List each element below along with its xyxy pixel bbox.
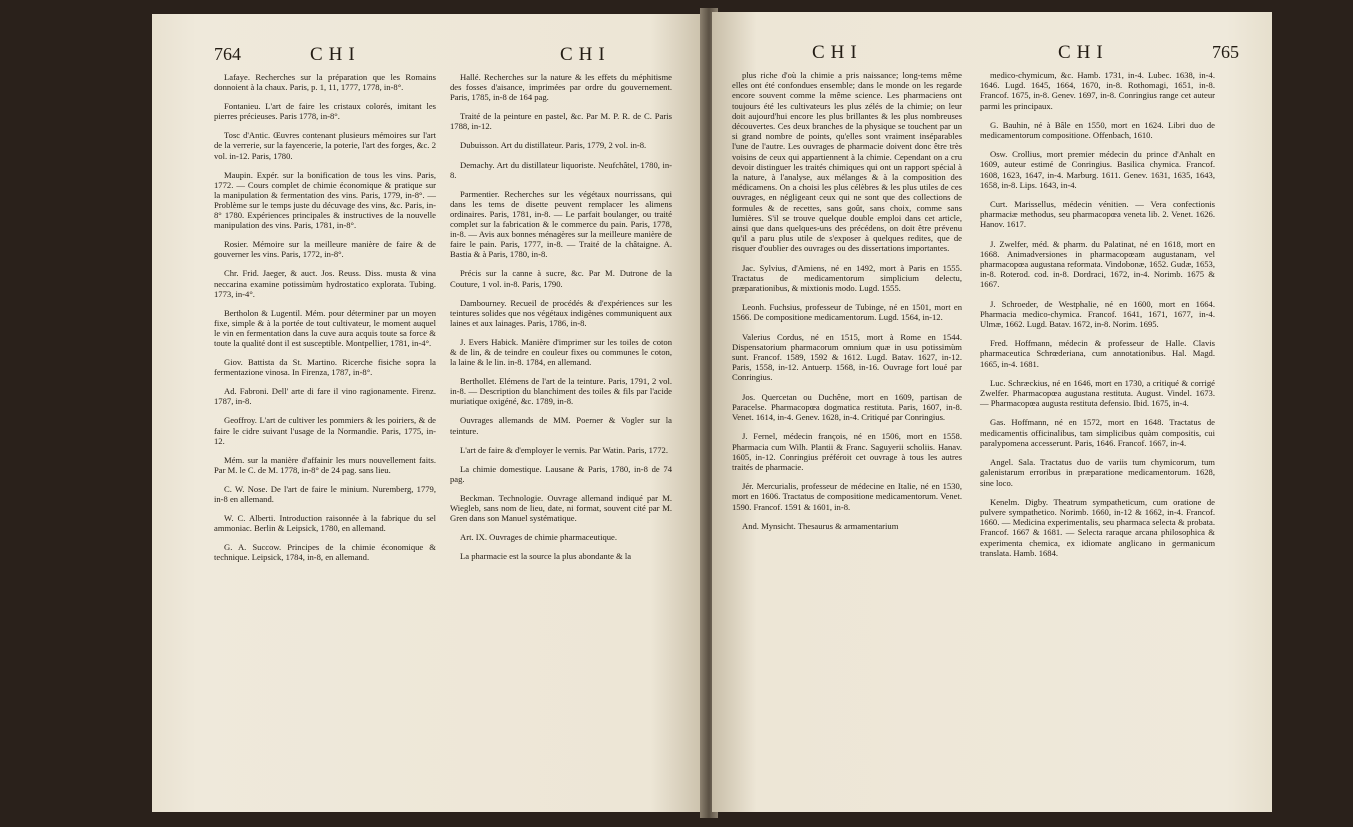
bibliography-entry: Précis sur la canne à sucre, &c. Par M. Dutrone de la Couture, 1 vol. in-8. Paris, 1790. [450,268,672,289]
running-head-right-col1: CHI [812,42,863,63]
left-page [152,14,706,812]
bibliography-entry: Berthollet. Elémens de l'art de la teinture. Paris, 1791, 2 vol. in-8. — Description du blanchiment des toiles & fils par l'acide muriatique oxigéné, &c. 1789, in-8. [450,376,672,407]
bibliography-entry: G. A. Succow. Principes de la chimie économique & technique. Leipsick, 1784, in-8, en allemand. [214,542,436,563]
running-head-right-col2: CHI [1058,42,1109,63]
bibliography-entry: plus riche d'où la chimie a pris naissance; long-tems même elles ont été confondues ensemble; dans le monde on les regarde encore souvent comme la même science. Les pharmaciens ont toujours été les cultivateurs les plus zélés de la chimie; on leur doit aujourd'hui encore les plus brillantes & les plus nombreuses découvertes. Ces deux branches de la physique se touchent par un si grand nombre de points, qu'elles sont vraiment inséparables l'une de l'autre. Les ouvrages de pharmacie doivent donc être très voisins de ceux qui appartiennent à la chimie. Cependant on a cru devoir distinguer les traités chimiques qui ont un rapport spécial à la nature, à l'analyse, aux mélanges & à la composition des médicamens. On a choisi les plus célèbres & les plus utiles de ces ouvrages, en négligeant ceux qui ne sont que des collections de formules & de recettes, sans goût, sans choix, comme sans lumières. S'il se trouve quelque double emploi dans cet article, ainsi que dans quelques-uns des précédens, on doit être prévenu qu'il a paru plus utile de s'exposer à quelques redites, que de risquer d'oublier des ouvrages ou des dissertations importantes. [732,70,962,254]
bibliography-entry: C. W. Nose. De l'art de faire le minium. Nuremberg, 1779, in-8 en allemand. [214,483,436,504]
bibliography-entry: Geoffroy. L'art de cultiver les pommiers & les poiriers, & de faire le cidre suivant l'usage de la Normandie. Paris, 1775, in-12. [214,415,436,446]
bibliography-entry: Angel. Sala. Tractatus duo de variis tum chymicorum, tum galenistarum erroribus in præparatione medicamentorum. 1628, sine loco. [980,457,1215,488]
running-head-left-col2: CHI [560,44,611,65]
bibliography-entry: Beckman. Technologie. Ouvrage allemand indiqué par M. Wiegleb, sans nom de lieu, date, ni format, souvent cité par M. Gren dans son Manuel systématique. [450,492,672,524]
bibliography-entry: La chimie domestique. Lausane & Paris, 1780, in-8 de 74 pag. [450,463,672,484]
bibliography-entry: Dambourney. Recueil de procédés & d'expériences sur les teintures solides que nos végétaux indigènes communiquent aux laines et aux lainages. Paris, 1786, in-8. [450,297,672,328]
bibliography-entry: Luc. Schræckius, né en 1646, mort en 1730, a critiqué & corrigé Zwelfer. Pharmacopœa augustana restituta. August. Vindel. 1673. — Pharmacopœa augusta restituta defensio. Ibid. 1675, in-4. [980,377,1215,409]
bibliography-entry: Osw. Crollius, mort premier médecin du prince d'Anhalt en 1609, auteur estimé de Conringius. Basilica chymica. Francof. 1608, 1623, 1647, in-4. Marburg. 1611. Genev. 1631, 1635, 1643, 1658, in-8. Lips. 1643, in-4. [980,149,1215,190]
bibliography-entry: Maupin. Expér. sur la bonification de tous les vins. Paris, 1772. — Cours complet de chimie économique & pratique sur la manipulation & fermentation des vins. Paris, 1779, in-8°. — Problème sur le temps juste du décuvage des vins, &c. Paris, in-8° 1780. Expériences principales & instructives de la nouvelle manipulation des vins. Paris, 1781, in-8°. [214,169,436,231]
bibliography-entry: Ad. Fabroni. Dell' arte di fare il vino ragionamente. Firenz. 1787, in-8. [214,386,436,407]
bibliography-entry: Lafaye. Recherches sur la préparation que les Romains donnoient à la chaux. Paris, p. 1, 11, 1777, 1778, in-8°. [214,72,436,93]
bibliography-entry: Parmentier. Recherches sur les végétaux nourrissans, qui dans les tems de disette peuvent remplacer les alimens ordinaires. Paris, 1781, in-8. — Le parfait boulanger, ou traité complet sur la fabrication & le commerce du pain. Paris, 1778, in-8. — Avis aux bonnes ménagères sur la meilleure manière de faire le pain. Paris, 1777, in-8. — Traité de la châtaigne. A. Bastia & à Paris, 1780, in-8. [450,188,672,260]
bibliography-entry: Demachy. Art du distillateur liquoriste. Neufchâtel, 1780, in-8. [450,159,672,180]
bibliography-entry: Fred. Hoffmann, médecin & professeur de Halle. Clavis pharmaceutica Schrœderiana, cum annotationibus. Hal. Magd. 1665, in-4. 1681. [980,338,1215,369]
bibliography-entry: Leonh. Fuchsius, professeur de Tubinge, né en 1501, mort en 1566. De compositione medicamentorum. Lugd. 1564, in-12. [732,302,962,323]
left-column-1 [214,72,436,571]
bibliography-entry: La pharmacie est la source la plus abondante & la [460,551,632,562]
page-number-left: 764 [214,44,241,64]
bibliography-entry: Dubuisson. Art du distillateur. Paris, 1779, 2 vol. in-8. [460,140,647,151]
bibliography-entry: Giov. Battista da St. Martino. Ricerche fisiche sopra la fermentazione vinosa. In Firenza, 1787, in-8°. [214,357,436,378]
bibliography-entry: J. Fernel, médecin françois, né en 1506, mort en 1558. Pharmacia cum Wilh. Plantii & Franc. Saguyerii scholiis. Hanav. 1605, in-12. Conringius préféroit cet ouvrage à tous les autres traités de pharmacie. [732,431,962,472]
bibliography-entry: Chr. Frid. Jaeger, & auct. Jos. Reuss. Diss. musta & vina neccarina examine potissimùm hydrostatico explorata. Tubing. 1773, in-4°. [214,268,436,299]
right-column-1 [732,70,962,540]
bibliography-entry: Jos. Quercetan ou Duchêne, mort en 1609, partisan de Paracelse. Pharmacopœa dogmatica restituta. Paris, 1607, in-8. Venet. 1614, in-4. Genev. 1628, in-4. Critiqué par Conringius. [732,391,962,423]
bibliography-entry: Jér. Mercurialis, professeur de médecine en Italie, né en 1530, mort en 1606. Tractatus de compositione medicamentorum. Venet. 1590. Francof. 1591 & 1601, in-8. [732,481,962,512]
bibliography-entry: Curt. Marissellus, médecin vénitien. — Vera confectionis pharmaciæ methodus, seu pharmacopœa veneta lib. 2. Venet. 1626. Hanov. 1617. [980,199,1215,230]
right-column-2 [980,70,1215,567]
bibliography-entry: L'art de faire & d'employer le vernis. Par Watin. Paris, 1772. [460,444,668,455]
right-page [712,12,1272,812]
bibliography-entry: Traité de la peinture en pastel, &c. Par M. P. R. de C. Paris 1788, in-12. [450,111,672,132]
bibliography-entry: Valerius Cordus, né en 1515, mort à Rome en 1544. Dispensatorium pharmacorum omnium quæ in usu potissimùm sunt. Francof. 1589, 1592 & 1612. Lugd. Batav. 1627, in-12. Paris, 1558, in-12. Antuerp. 1568, in-16. Ouvrage fort loué par Conringius. [732,331,962,383]
bibliography-entry: J. Schroeder, de Westphalie, né en 1600, mort en 1664. Pharmacia medico-chymica. Francof. 1641, 1671, 1677, in-4. Ulmæ, 1662. Lugd. Batav. 1672, in-8. Norim. 1695. [980,298,1215,330]
bibliography-entry: Fontanieu. L'art de faire les cristaux colorés, imitant les pierres précieuses. Paris 1778, in-8°. [214,101,436,122]
bibliography-entry: W. C. Alberti. Introduction raisonnée à la fabrique du sel ammoniac. Berlin & Leipsick, 1780, en allemand. [214,513,436,534]
bibliography-entry: Tosc d'Antic. Œuvres contenant plusieurs mémoires sur l'art de la verrerie, sur la fayencerie, la poterie, l'art des forges, &c. 2 vol. in-12. Paris, 1780. [214,130,436,161]
bibliography-entry: And. Mynsicht. Thesaurus & armamentarium [742,520,899,531]
bibliography-entry: J. Evers Habick. Manière d'imprimer sur les toiles de coton & de lin, & de teindre en couleur fixes ou communes le coton, la laine & le lin. in-8. 1784, en allemand. [450,336,672,368]
bibliography-entry: G. Bauhin, né à Bâle en 1550, mort en 1624. Libri duo de medicamentorum compositione. Offenbach, 1610. [980,119,1215,141]
bibliography-entry: Gas. Hoffmann, né en 1572, mort en 1648. Tractatus de medicamentis officinalibus, tam simplicibus quàm compositis, cui paralypomena accesserunt. Paris, 1646. Francof. 1667, in-4. [980,417,1215,448]
bibliography-entry: J. Zwelfer, méd. & pharm. du Palatinat, né en 1618, mort en 1668. Animadversiones in pharmacopœam augustanam, vel pharmacopœa augustana reformata. Vindobonæ, 1652. Gudæ, 1653, in-8. Roterod. cod. in-8. Dordraci, 1672, in-4. Norimb. 1675 & 1667. [980,238,1215,290]
running-head-left-col1: CHI [310,44,361,65]
bibliography-entry: Art. IX. Ouvrages de chimie pharmaceutique. [460,532,618,543]
page-number-right: 765 [1212,42,1239,62]
bibliography-entry: Jac. Sylvius, d'Amiens, né en 1492, mort à Paris en 1555. Tractatus de medicamentorum simplicium delectu, præparationibus, & mixtionis modo. Lugd. 1555. [732,262,962,294]
bibliography-entry: Hallé. Recherches sur la nature & les effets du méphitisme des fosses d'aisance, imprimées par ordre du gouvernement. Paris, 1785, in-8 de 164 pag. [450,72,672,103]
bibliography-entry: Ouvrages allemands de MM. Poerner & Vogler sur la teinture. [450,415,672,436]
bibliography-entry: Bertholon & Lugentil. Mém. pour déterminer par un moyen fixe, simple & à la portée de tout cultivateur, le moment auquel le vin en fermentation dans la cuve aura acquis toute sa force & toute la qualité dont il est susceptible. Montpellier, 1781, in-4°. [214,307,436,348]
bibliography-entry: Rosier. Mémoire sur la meilleure manière de faire & de gouverner les vins. Paris, 1772, in-8°. [214,239,436,260]
bibliography-entry: medico-chymicum, &c. Hamb. 1731, in-4. Lubec. 1638, in-4. 1646. Lugd. 1645, 1664, 1670, in-8. Rothomagi, 1651, in-8. Francof. 1675, in-8. Genev. 1697, in-8. Conringius range cet auteur parmi les principaux. [980,70,1215,111]
bibliography-entry: Kenelm. Digby. Theatrum sympatheticum, cum oratione de pulvere sympathetico. Norimb. 1660, in-12 & 1662, in-4. Francof. 1660. — Medicina experimentalis, seu pharmaca selecta & probata. Francof. 1667 & 1681. — Selecta raraque arcana philosophica & experimenta chemica, ex idiomate anglicano in germanicum translata. Hamb. 1684. [980,496,1215,558]
bibliography-entry: Mém. sur la manière d'affainir les murs nouvellement faits. Par M. le C. de M. 1778, in-8° de 24 pag. sans lieu. [214,454,436,475]
left-column-2 [450,72,672,570]
